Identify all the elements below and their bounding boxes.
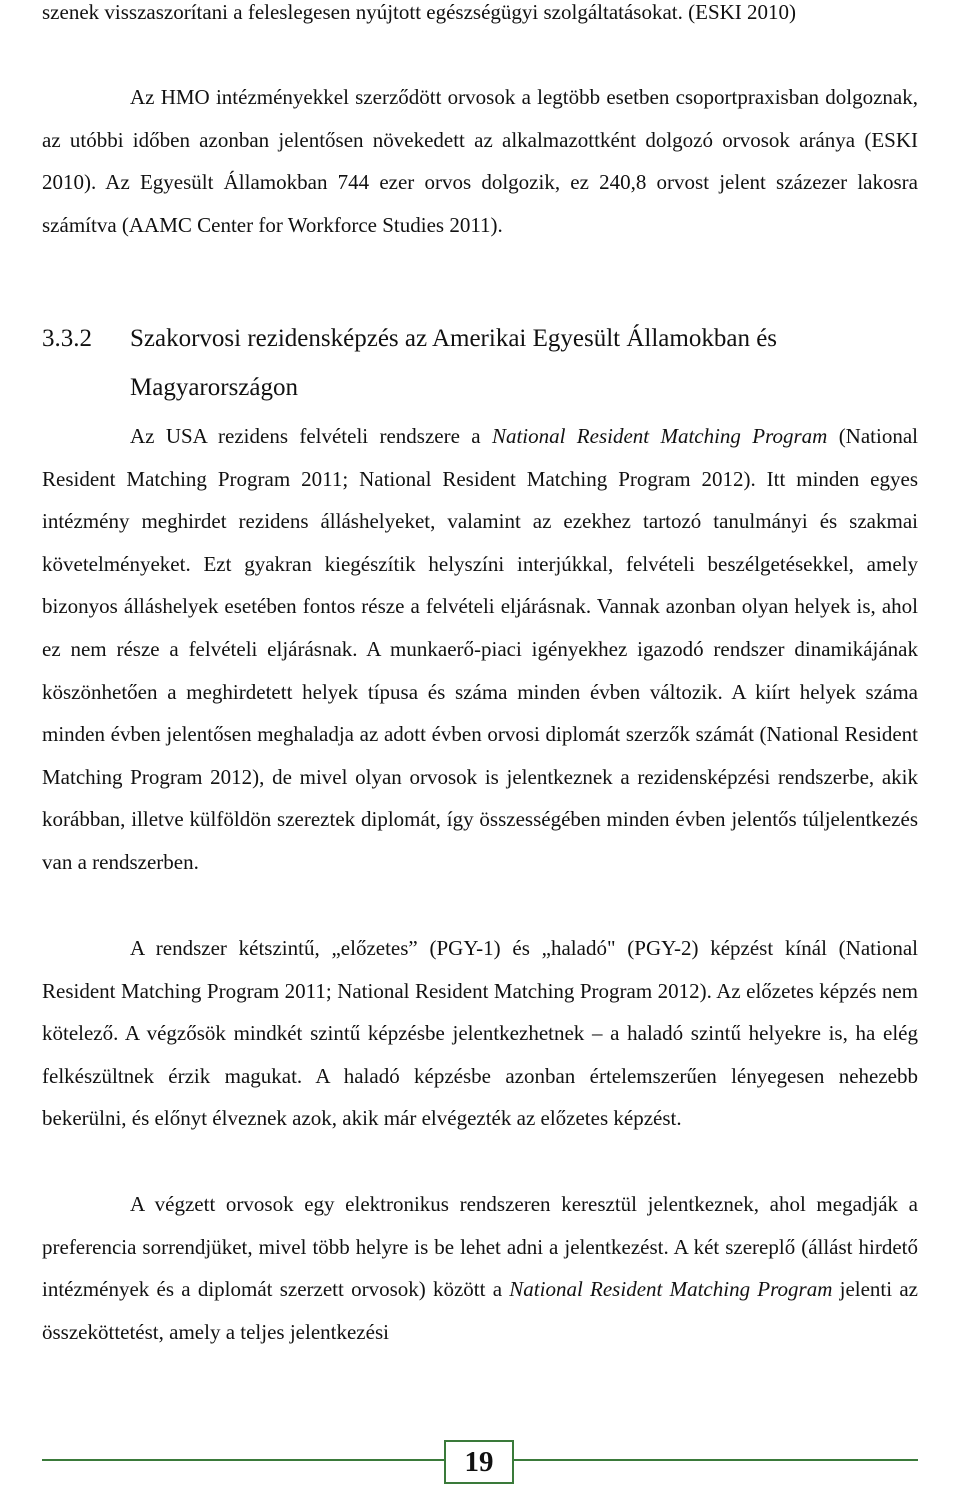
paragraph-continuation — [42, 0, 918, 34]
paragraph-application — [42, 1183, 918, 1353]
paragraph-italic: National Resident Matching Program — [509, 1277, 833, 1302]
paragraph-hmo — [42, 76, 918, 246]
paragraph-usa-residency — [42, 415, 918, 884]
paragraph-two-level — [42, 927, 918, 1140]
paragraph-text: A rendszer kétszintű, „előzetes” (PGY-1) és „haladó" (PGY-2) képzést kínál (National Resident Matching Program 2011; National Resident Matching Program 2012). Az előzetes képzés nem kötelező. A végzősök mindkét szintű képzésbe jelentkezhetnek – a haladó szintű helyekre is, ha elég felkészültnek érzik magukat. A haladó képzésbe azonban értelemszerűen lényegesen nehezebb bekerülni, és előnyt élveznek azok, akik már elvégezték az előzetes képzést. — [42, 936, 918, 1131]
paragraph-text: A végzett orvosok egy elektronikus rendszeren keresztül jelentkeznek, ahol megadják a preferencia sorrendjüket, mivel több helyre is be lehet adni a jelentkezést. A két szereplő (állást hirdető intézmények és a diplomát szerzett orvosok) között a — [42, 1192, 918, 1302]
paragraph-italic: National Resident Matching Program — [491, 424, 828, 448]
paragraph-text: (National Resident Matching Program 2011; National Resident Matching Program 2012). Itt minden egyes intézmény meghirdet rezidens álláshelyeket, valamint az ezekhez tartozó tanulmányi és szakmai követelményeket. Ezt gyakran kiegészítik helyszíni interjúkkal, felvételi beszélgetésekkel, amely bizonyos álláshelyek esetében fontos része a felvételi eljárásnak. Vannak azonban olyan helyek is, ahol ez nem része a felvételi eljárásnak. A munkaerő-piaci igényekhez igazodó rendszer dinamikájának köszönhetően a meghirdetett helyek típusa és száma minden évben változik. A kiírt helyek száma minden évben jelentősen meghaladja az adott évben orvosi diplomát szerzők számát (National Resident Matching Program 2012), de mivel olyan orvosok is jelentkeznek a rezidensképzési rendszerbe, akik korábban, illetve külföldön szereztek diplomát, így összességében minden évben jelentős túljelentkezés van a rendszerben. — [42, 424, 918, 874]
section-number: 3.3.2 — [42, 325, 92, 352]
paragraph-text: Az USA rezidens felvételi rendszere a — [130, 424, 492, 448]
footer-rule-right — [514, 1459, 918, 1461]
section-title-line1: Szakorvosi rezidensképzés az Amerikai Egyesült Államokban és — [130, 325, 778, 352]
paragraph-text: szenek visszaszorítani a feleslegesen nyújtott egészségügyi szolgáltatásokat. (ESKI 2010) — [42, 0, 797, 24]
paragraph-text: Az HMO intézményekkel szerződött orvosok a legtöbb esetben csoportpraxisban dolgoznak, az utóbbi időben azonban jelentősen növekedett az alkalmazottként dolgozó orvosok aránya (ESKI 2010). Az Egyesült Államokban 744 ezer orvos dolgozik, ez 240,8 orvost jelent százezer lakosra számítva (AAMC Center for Workforce Studies 2011). — [42, 85, 918, 237]
paragraph-text: jelenti az összeköttetést, amely a teljes jelentkezési — [42, 1277, 918, 1344]
section-heading — [42, 314, 918, 412]
footer-rule-left — [42, 1459, 444, 1461]
page-number: 19 — [444, 1440, 514, 1484]
section-title-line2: Magyarországon — [130, 374, 298, 401]
